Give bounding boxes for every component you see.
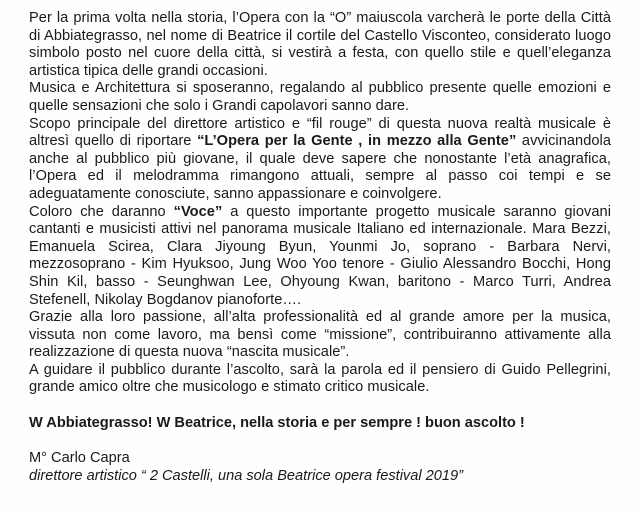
closing-line: W Abbiategrasso! W Beatrice, nella storia e per sempre ! buon ascolto !	[29, 415, 525, 431]
paragraph-performers	[29, 204, 611, 310]
paragraph-thanks	[29, 309, 611, 362]
text-segment: Musica e Architettura si sposeranno, regalando al pubblico presente quelle emozioni e quelle sensazioni che solo i Grandi capolavori sanno dare.	[29, 80, 611, 114]
text-segment: avvicinandola anche al pubblico più giovane, il quale deve sapere che nonostante l’età anagrafica, l’Opera ed il melodramma rimangono attuali, sempre al passo coi tempi e se adeguatamente conosciute, sanno appassionare e coinvolgere.	[29, 133, 611, 202]
paragraph-goal	[29, 116, 611, 204]
text-segment: Per la prima volta nella storia, l’Opera con la “O” maiuscola varcherà le porte della Città di Abbiategrasso, nel nome di Beatrice il cortile del Castello Visconteo, considerato luogo simbolo posto nel cuore della città, si vestirà a festa, con quello stile e quell’eleganza artistica tipica delle grandi occasioni.	[29, 10, 611, 79]
text-segment: a questo importante progetto musicale saranno giovani cantanti e musicisti attivi nel panorama musicale Italiano ed internazionale. Mara Bezzi, Emanuela Scirea, Clara Jiyoung Byun, Younmi Jo, soprano - Barbara Nervi, mezzosoprano - Kim Hyuksoo, Jung Woo Yoo tenore - Giulio Alessandro Bocchi, Hong Shin Kil, basso - Seunghwan Lee, Ohyoung Kwan, baritono - Marco Turri, Andrea Stefenell, Nikolay Bogdanov pianoforte….	[29, 203, 611, 308]
text-segment: Coloro che daranno	[29, 203, 174, 220]
motto-bold: “L’Opera per la Gente , in mezzo alla Gente”	[197, 133, 517, 150]
text-segment: Scopo principale del direttore artistico e “fil rouge” di questa nuova realtà musicale è altresì quello di riportare	[29, 115, 611, 150]
text-segment: A guidare il pubblico durante l’ascolto, sarà la parola ed il pensiero di Guido Pellegrini, grande amico oltre che musicologo e stimato critico musicale.	[29, 361, 611, 396]
signature-name: M° Carlo Capra	[29, 450, 130, 466]
body-text	[29, 10, 611, 397]
paragraph-music-architecture	[29, 80, 611, 115]
signature-role: direttore artistico “ 2 Castelli, una sola Beatrice opera festival 2019”	[29, 467, 463, 484]
signature-block	[29, 450, 611, 485]
paragraph-guide	[29, 362, 611, 397]
paragraph-intro	[29, 10, 611, 80]
text-segment: Grazie alla loro passione, all’alta professionalità ed al grande amore per la musica, vissuta non come lavoro, ma bensì come “missione”, contribuiranno attivamente alla realizzazione di questa nuova “nascita musicale”.	[29, 309, 611, 361]
voce-bold: “Voce”	[173, 203, 223, 220]
